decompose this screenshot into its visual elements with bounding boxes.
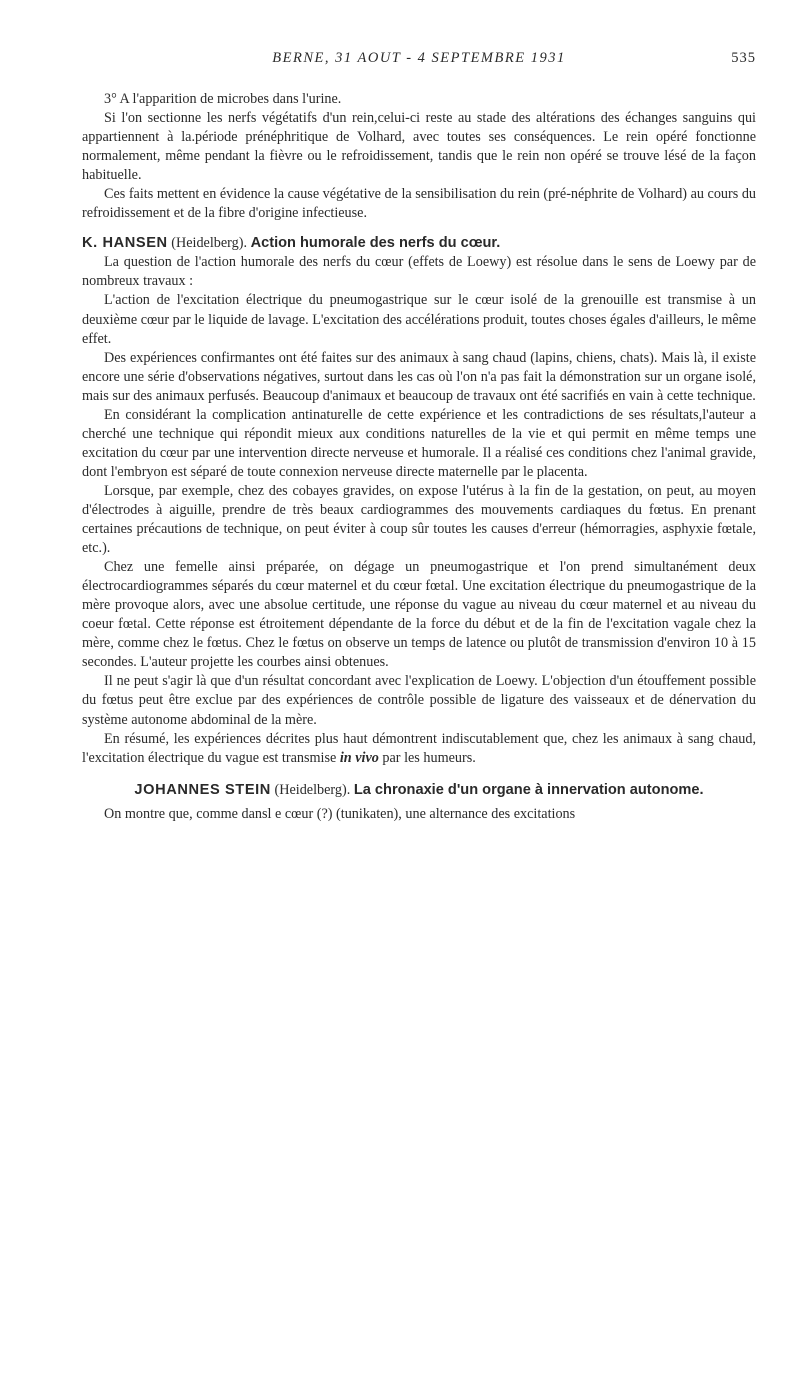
intro-paragraph: Si l'on sectionne les nerfs végétatifs d'un rein,celui-ci reste au stade des altérations des échanges sanguins qui appartiennent à la.période prénéphritique de Volhard, avec toutes ses conséquences. Le rein opéré fonctionne normalement, même pendant la fièvre ou le refroidissement, tandis que le rein non opéré se trouve lésé de la façon habituelle. <box>82 110 756 184</box>
body-paragraph: On montre que, comme dansl e cœur (?) (tunikaten), une alternance des excitations <box>104 805 576 822</box>
body-paragraph: La question de l'action humorale des nerfs du cœur (effets de Loewy) est résolue dans le sens de Loewy par de nombreux travaux : <box>82 254 756 290</box>
body-paragraph: L'action de l'excitation électrique du pneumogastrique sur le cœur isolé de la grenouille est transmise à un deuxième cœur par le liquide de lavage. L'excitation des accélérations produit, toutes choses égales d'ailleurs, le même effet. <box>82 292 756 347</box>
text-run: par les humeurs. <box>378 749 476 766</box>
section-title: Action humorale des nerfs du cœur. <box>250 235 501 252</box>
running-head-title: BERNE, 31 AOUT - 4 SEPTEMBRE 1931 <box>272 50 566 66</box>
section-heading-stein <box>82 781 756 800</box>
body-paragraph <box>82 730 756 768</box>
section-heading-hansen <box>82 234 756 253</box>
section-title: La chronaxie d'un organe à innervation autonome. <box>353 781 704 798</box>
body-paragraph: En considérant la complication antinaturelle de cette expérience et les contradictions de ses résultats,l'auteur a cherché une technique qui répondit mieux aux conditions naturelles de la vie et qui permit en même temps une excitation du cœur par une intervention directe nerveuse et humorale. Il a réalisé ces conditions chez l'animal gravide, dont l'embryon est séparé de toute connexion nerveuse directe maternelle par le placenta. <box>82 406 756 480</box>
italic-phrase: in vivo <box>339 749 379 766</box>
body-paragraph: Chez une femelle ainsi préparée, on dégage un pneumogastrique et l'on prend simultanément deux électrocardiogrammes séparés du cœur maternel et du cœur fœtal. Une excitation électrique du pneumogastrique de la mère provoque alors, avec une absolue certitude, une réponse du vague au niveau du cœur maternel et au niveau du coeur fœtal. Cette réponse est étroitement dépendante de la force du début et de la fin de l'excitation vagale chez la mère, comme chez le fœtus. Chez le fœtus on observe un temps de latence ou plutôt de transmission d'environ 10 à 15 secondes. L'auteur projette les courbes ainsi obtenues. <box>82 559 756 671</box>
running-head <box>82 50 756 76</box>
body-paragraph: Il ne peut s'agir là que d'un résultat concordant avec l'explication de Loewy. L'objection d'un étouffement possible du fœtus peut être exclue par des expériences de contrôle possible de ligature des vaisseaux et de dénervation du système autonome abdominal de la mère. <box>82 673 756 728</box>
intro-paragraph: Ces faits mettent en évidence la cause végétative de la sensibilisation du rein (pré-néphrite de Volhard) au cours du refroidissement et de la fibre d'origine infectieuse. <box>82 186 756 222</box>
author-name: JOHANNES STEIN <box>134 781 271 798</box>
body-paragraph: Des expériences confirmantes ont été faites sur des animaux à sang chaud (lapins, chiens, chats). Mais là, il existe encore une série d'observations négatives, surtout dans les cas où l'on n'a pas fait la démonstration sur un organe isolé, mais sur des animaux perfusés. Beaucoup d'animaux et beaucoup de travaux ont été sacrifiés en vain à cette technique. <box>82 349 756 404</box>
author-institution: (Heidelberg). <box>270 781 354 798</box>
intro-paragraph: 3° A l'apparition de microbes dans l'urine. <box>104 91 342 107</box>
author-name: K. HANSEN <box>82 235 168 252</box>
text-run: En résumé, les expériences décrites plus haut démontrent indiscutablement que, chez les animaux à sang chaud, l'excitation électrique du vague est transmise <box>82 730 756 766</box>
author-institution: (Heidelberg). <box>167 235 251 252</box>
page-number: 535 <box>731 50 756 66</box>
body-paragraph: Lorsque, par exemple, chez des cobayes gravides, on expose l'utérus à la fin de la gestation, on peut, au moyen d'électrodes à aiguille, prendre de très beaux cardiogrammes des mouvements cardiaques du fœtus. En prenant certaines précautions de technique, on peut éviter à coup sûr toutes les causes d'erreur (hémorragies, asphyxie fœtale, etc.). <box>82 482 756 557</box>
